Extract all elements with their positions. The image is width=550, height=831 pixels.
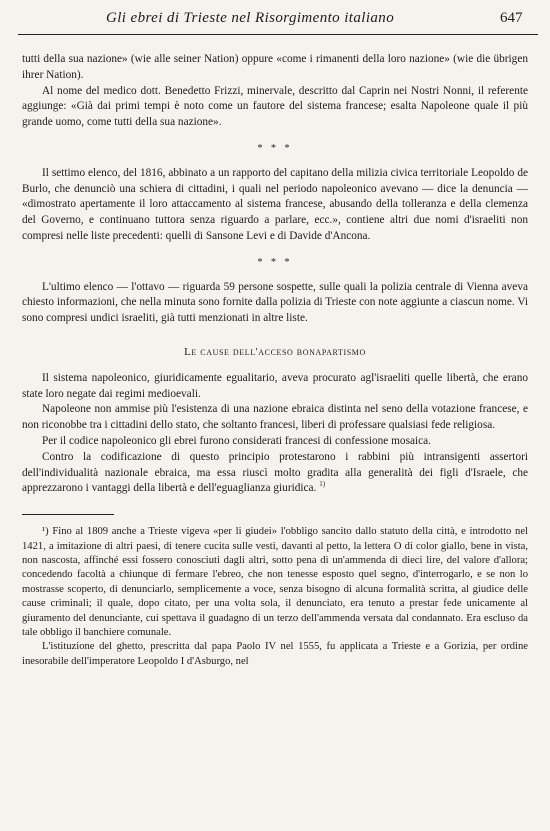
footnotes — [22, 525, 528, 669]
footnote-rule — [22, 514, 114, 515]
paragraph-4: L'ultimo elenco — l'ottavo — riguarda 59 persone sospette, sulle quali la polizia centrale di Vienna aveva chiesto informazioni, che nella minuta sono fornite dalla polizia di Trieste con note aggiunte a ciascun nome. Vi sono compresi undici israeliti, già tutti menzionati in altre liste. — [22, 280, 528, 325]
running-title: Gli ebrei di Trieste nel Risorgimento italiano — [106, 10, 395, 26]
footnote-2: L'istituzione del ghetto, prescritta dal papa Paolo IV nel 1555, fu applicata a Trieste e a Gorizia, per ordine inesorabile dell'imperatore Leopoldo I d'Asburgo, nel — [22, 641, 528, 667]
main-text — [22, 52, 528, 669]
paragraph-5: Il sistema napoleonico, giuridicamente egualitario, aveva procurato agl'israeliti quelle libertà, che erano state loro negate dai regimi medioevali. — [22, 371, 528, 400]
paragraph-2: Al nome del medico dott. Benedetto Frizzi, minervale, descritto dal Caprin nei Nostri Nonni, il referente aggiunge: «Già dai primi tempi è noto come un fautore del sistema francese; esalta Napoleone quale il più grande uomo, come tutti della sua nazione». — [22, 84, 528, 129]
paragraph-8-text: Contro la codificazione di questo principio protestarono i rabbini più intransigenti assertori dell'individualità nazionale ebraica, ma essa riuscì molto gradita alla generalità dei figli d'Israele, che apprezzarono i vantaggi della libertà e dell'eguaglianza giuridica. — [22, 450, 528, 495]
footnote-1: ¹) Fino al 1809 anche a Trieste vigeva «per li giudei» l'obbligo sancito dallo statuto della città, e introdotto nel 1421, a imitazione di altri paesi, di tenere cucita sulle vesti, davanti al petto, la lettera O di color giallo, bene in vista, non nascosta, affinché essi fossero conosciuti dagli altri, sotto pena di un'ammenda di dieci lire, del valore d'allora; concedendo facoltà a chiunque di fermare l'ebreo, che non tenesse esposto quel segno, d'interrogarlo, e se non lo mostrasse scoperto, di denunciarlo, semplicemente a voce, senza bisogno di alcuna formalità scritta, al giudice delle cause criminali; il quale, dopo citato, per una volta sola, il denunciato, era tenuto a prestar fede unicamente al giuramento del denunciante, cui spettava il guadagno di un terzo dell'ammenda versata dal condannato. Era escluso da tale obbligo il banchiere comunale. — [22, 526, 528, 638]
footnote-reference: 1) — [319, 480, 326, 489]
paragraph-1: tutti della sua nazione» (wie alle seiner Nation) oppure «come i rimanenti della loro nazione» (wie die übrigen ihrer Nation). — [22, 53, 528, 81]
paragraph-8 — [22, 450, 528, 497]
running-head — [0, 0, 550, 38]
page-number: 647 — [500, 10, 523, 26]
paragraph-6: Napoleone non ammise più l'esistenza di una nazione ebraica distinta nel seno della votazione francese, e non riconobbe tra i cittadini dello stato, che soltanto francesi, liberi di professare qualsiasi fede religiosa. — [22, 403, 528, 432]
section-separator-1: * * * — [257, 142, 293, 154]
paragraph-7: Per il codice napoleonico gli ebrei furono considerati francesi di confessione mosaica. — [42, 434, 431, 447]
section-heading: Le cause dell'acceso bonapartismo — [184, 345, 366, 358]
header-rule — [18, 34, 538, 35]
section-separator-2: * * * — [257, 256, 293, 268]
paragraph-3: Il settimo elenco, del 1816, abbinato a un rapporto del capitano della milizia civica territoriale Leopoldo de Burlo, che denunciò una schiera di cittadini, i quali nel periodo napoleonico avevano — dice la denuncia — «dimostrato apertamente il loro attaccamento al sistema francese, abusando della tolleranza e della clemenza del Governo, e continuano tuttora senza riguardo a parlare, ecc.», contiene altri due nomi d'israeliti non compresi nelle liste precedenti: quelli di Sansone Levi e di Davide d'Ancona. — [22, 166, 528, 242]
